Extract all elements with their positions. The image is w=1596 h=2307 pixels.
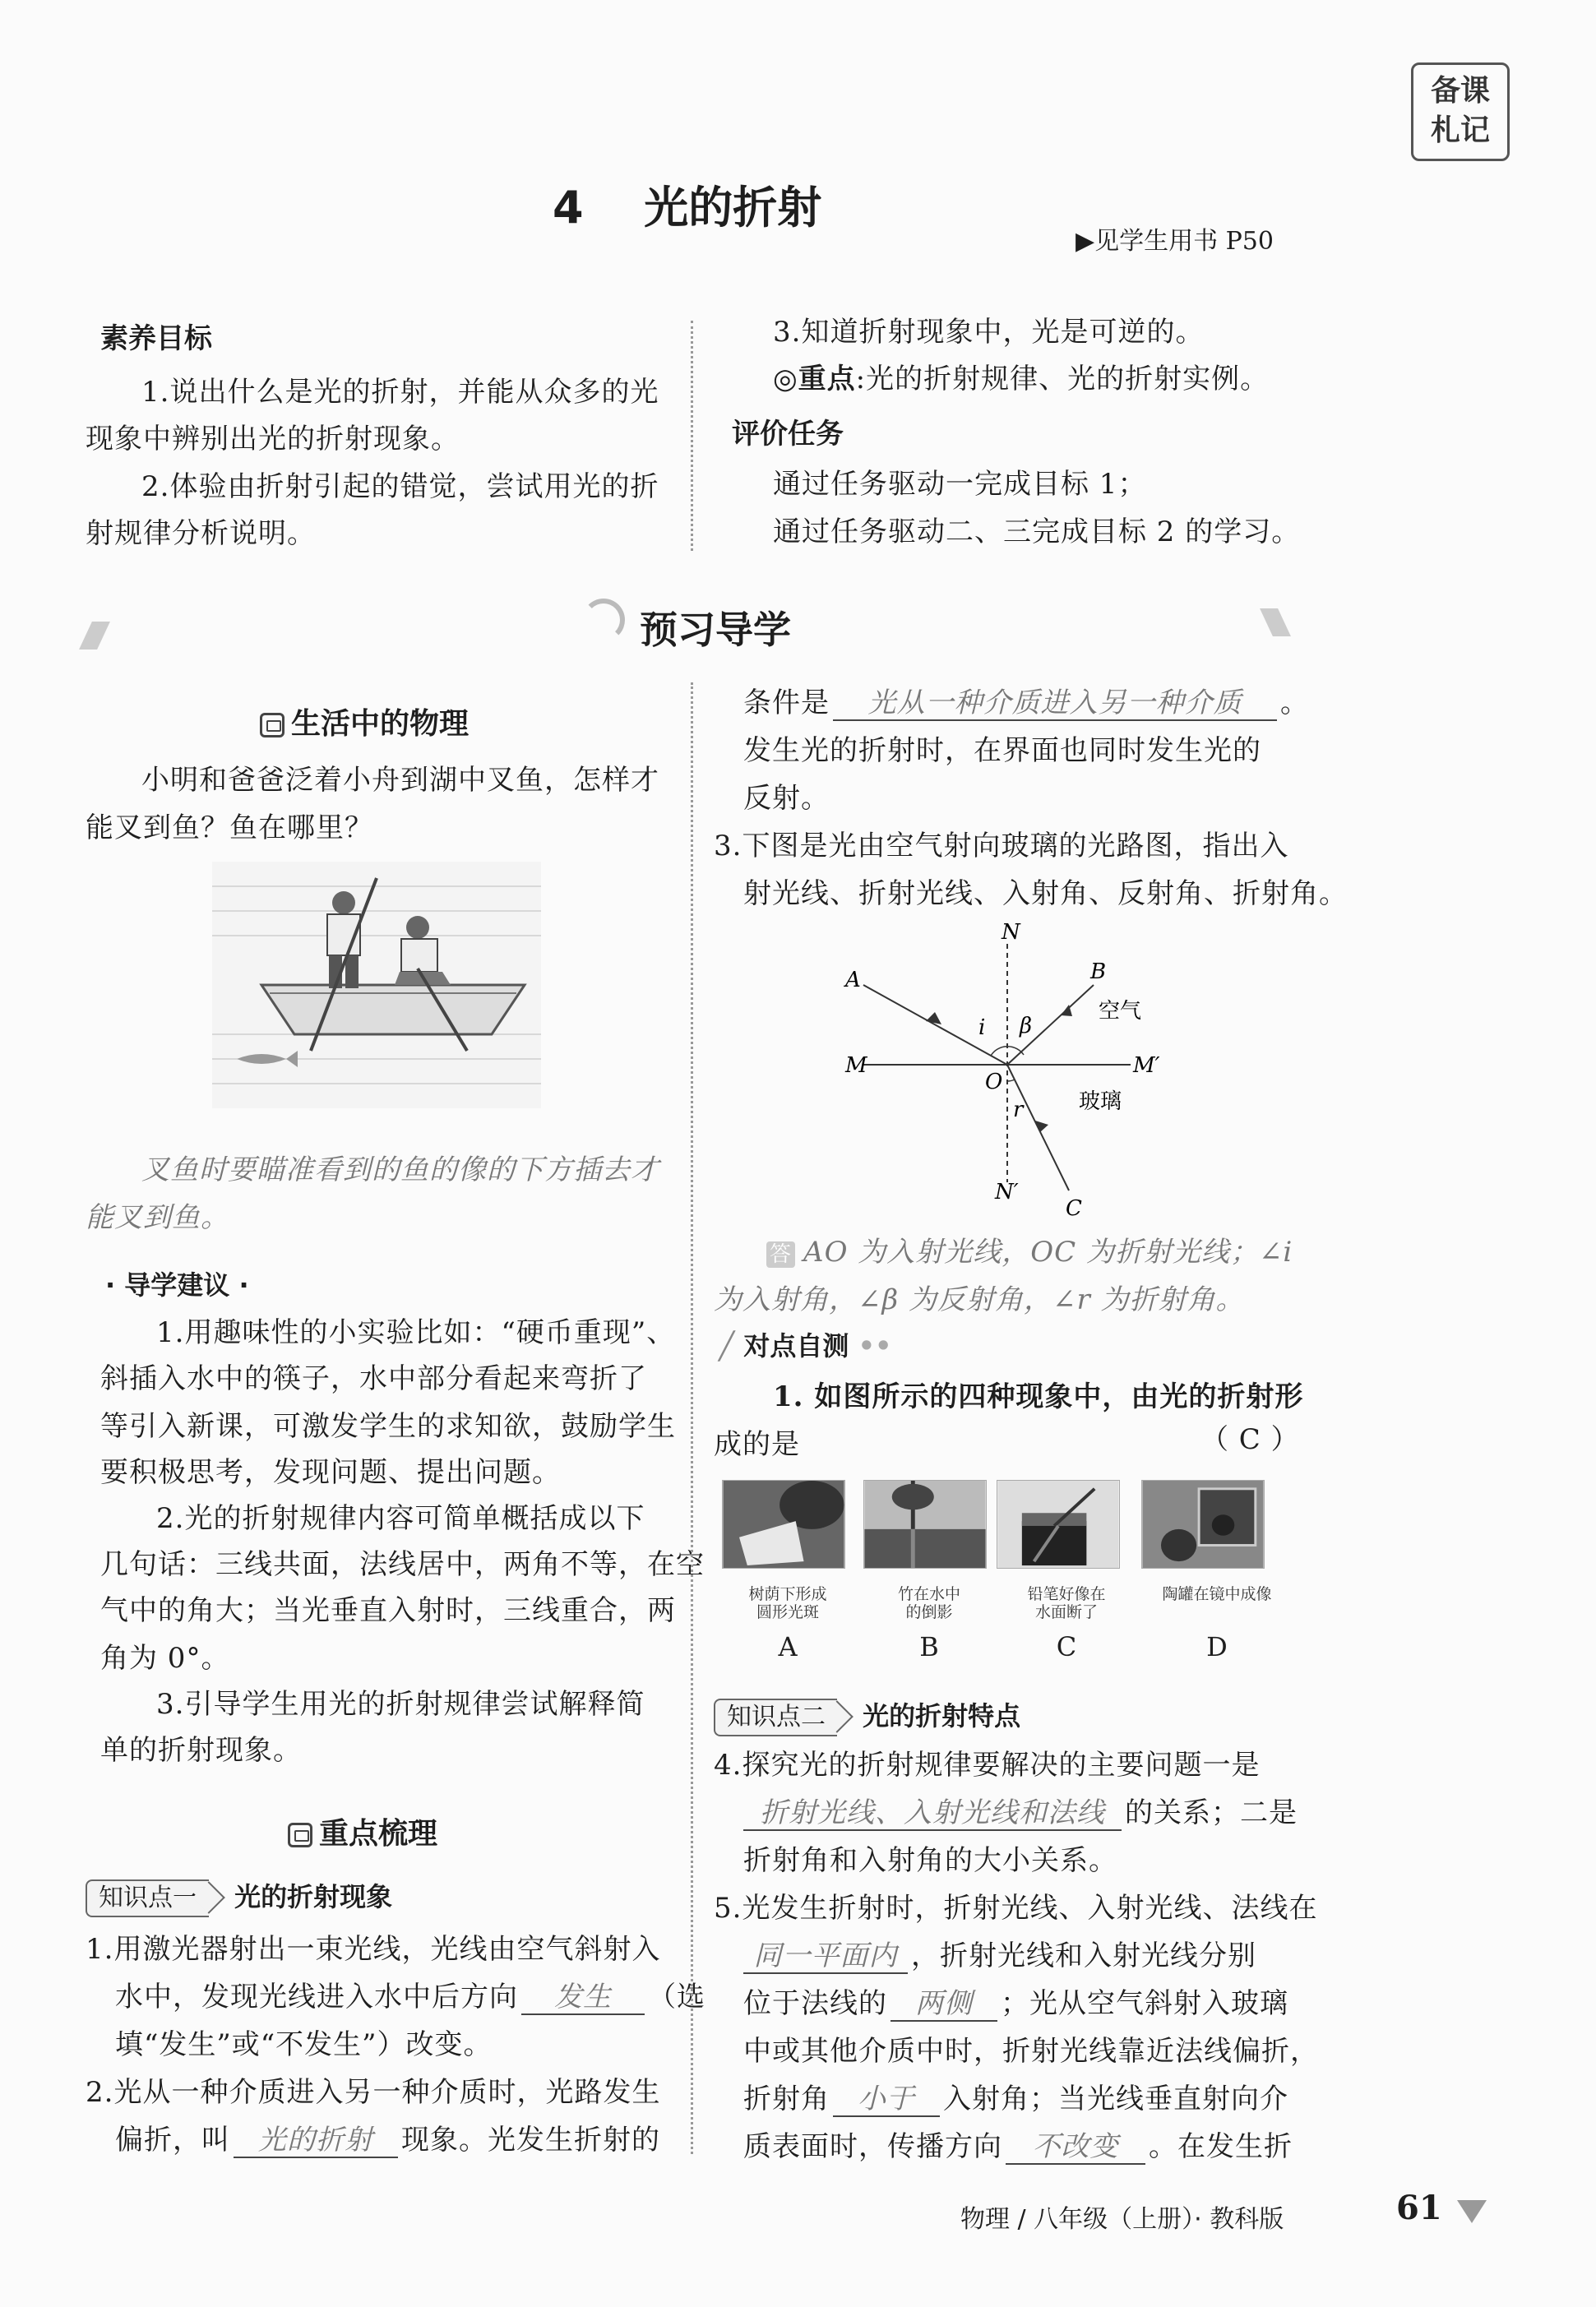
reflection-line-1: 发生光的折射时，在界面也同时发生光的 [743, 734, 1261, 767]
q5-line-c [743, 1980, 1288, 2027]
condition-pre: 条件是 [743, 687, 830, 719]
q1-line-b [115, 1973, 705, 2021]
column-divider-bottom [691, 682, 693, 2154]
banner-rule-right [1260, 608, 1291, 636]
title-text: 光的折射 [644, 182, 822, 233]
self-test-q1-a-text: 1. 如图所示的四种现象中，由光的折射形 [773, 1380, 1304, 1413]
letter-b: B [919, 1631, 939, 1662]
q3-answer-1-text: AO 为入射光线，OC 为折射光线；∠i [803, 1236, 1293, 1269]
q5-b-text: ，折射光线和入射光线分别 [911, 1939, 1256, 1972]
pottery-mirror-photo [1141, 1480, 1265, 1569]
label-air: 空气 [1099, 999, 1142, 1024]
condition-post: 。 [1280, 687, 1309, 719]
condition-line [743, 679, 1309, 727]
q5-answer-2: 两侧 [891, 1987, 997, 2022]
badge-line-2: 札记 [1430, 113, 1490, 147]
kp2-title: 光的折射特点 [863, 1700, 1021, 1731]
life-answer-2: 能叉到鱼。 [86, 1201, 229, 1234]
section-banner: 预习导学 [640, 608, 791, 652]
letter-c: C [1056, 1631, 1077, 1662]
caption-d: 陶罐在镜中成像 [1162, 1585, 1272, 1603]
answer-tag-icon: 答 [766, 1241, 795, 1268]
guide-line-7: 气中的角大；当光垂直入射时，三线重合，两 [100, 1594, 676, 1627]
guide-line-8: 角为 0°。 [100, 1642, 230, 1675]
key-points-heading-text: 重点梳理 [319, 1817, 438, 1851]
key-focus-text: :光的折射规律、光的折射实例。 [855, 363, 1270, 395]
checklist-icon [288, 1823, 312, 1847]
evaluation-2: 通过任务驱动二、三完成目标 2 的学习。 [773, 515, 1301, 548]
knowledge-point-2-header [714, 1695, 1020, 1736]
life-heading-text: 生活中的物理 [291, 707, 470, 741]
caption-c: 铅笔好像在 水面断了 [1027, 1585, 1106, 1621]
page-corner-arrow-icon [1457, 2200, 1487, 2223]
q5-c-text: 位于法线的 [743, 1987, 887, 2020]
label-M-prime: M′ [1133, 1053, 1160, 1078]
q1-answer: 发生 [521, 1981, 645, 2015]
life-physics-heading [260, 700, 469, 742]
objective-1a: 1.说出什么是光的折射，并能从众多的光 [141, 376, 659, 409]
q1-line-d: 填“发生”或“不发生”）改变。 [115, 2028, 493, 2061]
q1-b-text: 水中，发现光线进入水中后方向 [115, 1981, 518, 2013]
label-C: C [1066, 1196, 1082, 1221]
pencil-water-photo [997, 1480, 1120, 1569]
pencil-icon: ╱ [719, 1330, 744, 1362]
kp1-tab: 知识点一 [86, 1879, 209, 1917]
objective-2b: 射规律分析说明。 [86, 517, 316, 550]
self-test-heading [719, 1325, 891, 1363]
life-question-1: 小明和爸爸泛着小舟到湖中叉鱼，怎样才 [141, 764, 659, 797]
caption-b: 竹在水中 的倒影 [897, 1585, 960, 1621]
kp2-tab: 知识点二 [714, 1699, 837, 1736]
q4-line-b [743, 1789, 1298, 1837]
q5-line-h [743, 2123, 1293, 2171]
objective-1b: 现象中辨别出光的折射现象。 [86, 423, 460, 455]
page-number: 61 [1396, 2189, 1442, 2227]
q3-line-b: 射光线、折射光线、入射角、反射角、折射角。 [743, 877, 1348, 910]
badge-line-1: 备课 [1430, 74, 1490, 108]
q5-line-b [743, 1932, 1256, 1980]
self-test-q1-answer: （ C ） [1200, 1423, 1300, 1456]
q3-answer-2: 为入射角，∠β 为反射角，∠r 为折射角。 [714, 1283, 1245, 1316]
evaluation-heading: 评价任务 [732, 418, 844, 451]
guide-line-10: 单的折射现象。 [100, 1734, 302, 1767]
objectives-heading: 素养目标 [100, 322, 212, 355]
photo-option-d [1135, 1480, 1299, 1662]
life-question-2: 能叉到鱼？鱼在哪里？ [86, 811, 373, 844]
label-i: i [978, 1015, 986, 1040]
boat-fishing-illustration [212, 862, 541, 1108]
q3-line-a: 3.下图是光由空气射向玻璃的光路图，指出入 [714, 830, 1289, 862]
key-points-heading [288, 1810, 437, 1852]
guide-heading: · 导学建议 · [105, 1269, 249, 1301]
column-divider-top [691, 321, 693, 551]
title-number: 4 [553, 182, 584, 233]
q2-c-text: 现象。光发生折射的 [401, 2124, 660, 2157]
banner-rule-left [79, 622, 110, 650]
label-N: N [1002, 920, 1020, 945]
knowledge-point-1-header [86, 1876, 392, 1917]
label-beta: β [1020, 1014, 1033, 1038]
q4-b-text: 的关系；二是 [1125, 1796, 1298, 1829]
guide-line-9: 3.引导学生用光的折射规律尝试解释简 [156, 1688, 645, 1721]
reflection-line-2: 反射。 [743, 782, 830, 815]
key-focus-label: ◎重点 [773, 363, 856, 395]
banner-swirl-icon [582, 599, 625, 641]
photo-option-c [997, 1480, 1136, 1662]
q5-line-e: 中或其他介质中时，折射光线靠近法线偏折， [743, 2035, 1319, 2068]
self-test-q1-a [773, 1373, 1303, 1421]
q5-answer-3: 小于 [833, 2083, 940, 2117]
kp1-title: 光的折射现象 [234, 1881, 393, 1912]
tree-shade-photo [722, 1480, 845, 1569]
self-test-text: 对点自测 [743, 1330, 849, 1362]
q2-line-a: 2.光从一种介质进入另一种介质时，光路发生 [86, 2076, 661, 2109]
q2-b-text: 偏折，叫 [115, 2124, 230, 2157]
label-r: r [1013, 1098, 1024, 1122]
book-icon [260, 713, 285, 737]
q3-answer-1 [766, 1228, 1293, 1276]
q5-answer-1: 同一平面内 [743, 1939, 908, 1974]
q5-i-text: 。在发生折 [1149, 2130, 1293, 2163]
q5-line-a: 5.光发生折射时，折射光线、入射光线、法线在 [714, 1892, 1318, 1925]
self-test-q1-b: 成的是 [714, 1428, 800, 1461]
footer-book: 物理 / 八年级（上册）· 教科版 [960, 2205, 1284, 2234]
q5-f-text: 折射角 [743, 2083, 830, 2115]
q5-answer-4: 不改变 [1006, 2130, 1145, 2165]
notes-badge [1411, 62, 1510, 161]
q5-line-f [743, 2075, 1288, 2123]
label-N-prime: N′ [995, 1180, 1019, 1204]
photo-option-a [722, 1480, 854, 1662]
evaluation-1: 通过任务驱动一完成目标 1； [773, 468, 1147, 501]
letter-d: D [1206, 1631, 1228, 1662]
objective-3: 3.知道折射现象中，光是可逆的。 [773, 316, 1205, 349]
guide-line-2: 斜插入水中的筷子，水中部分看起来弯折了 [100, 1362, 647, 1395]
q4-line-a: 4.探究光的折射规律要解决的主要问题一是 [714, 1749, 1261, 1782]
guide-line-6: 几句话：三线共面，法线居中，两角不等，在空 [100, 1548, 705, 1581]
q5-h-text: 质表面时，传播方向 [743, 2130, 1002, 2163]
label-glass: 玻璃 [1079, 1089, 1122, 1114]
q1-c-text: （选 [648, 1981, 705, 2013]
q4-line-c: 折射角和入射角的大小关系。 [743, 1844, 1117, 1877]
life-answer-1: 叉鱼时要瞄准看到的鱼的像的下方插去才 [141, 1154, 659, 1186]
q2-line-b [115, 2116, 660, 2164]
label-A: A [845, 968, 861, 992]
guide-line-4: 要积极思考，发现问题、提出问题。 [100, 1456, 561, 1489]
caption-a: 树荫下形成 圆形光斑 [748, 1585, 827, 1621]
condition-answer: 光从一种介质进入另一种介质 [833, 687, 1277, 721]
q2-answer: 光的折射 [234, 2124, 398, 2158]
q4-answer: 折射光线、入射光线和法线 [743, 1796, 1122, 1831]
guide-line-5: 2.光的折射规律内容可简单概括成以下 [156, 1502, 645, 1535]
q1-line-a: 1.用激光器射出一束光线，光线由空气斜射入 [86, 1933, 661, 1966]
guide-line-1: 1.用趣味性的小实验比如：“硬币重现”、 [156, 1316, 676, 1349]
label-M: M [845, 1053, 867, 1078]
photo-option-b [863, 1480, 995, 1662]
q5-g-text: 入射角；当光线垂直射向介 [943, 2083, 1288, 2115]
objective-2a: 2.体验由折射引起的错觉，尝试用光的折 [141, 470, 659, 503]
label-O: O [985, 1070, 1003, 1094]
guide-line-3: 等引入新课，可激发学生的求知欲，鼓励学生 [100, 1410, 676, 1443]
label-B: B [1090, 959, 1107, 984]
bamboo-reflection-photo [863, 1480, 987, 1569]
student-book-ref: ▶见学生用书 P50 [1076, 227, 1274, 256]
page-title [553, 173, 821, 236]
dots-icon: •• [849, 1330, 892, 1362]
letter-a: A [778, 1631, 798, 1662]
key-focus [773, 355, 1269, 403]
refraction-diagram [822, 919, 1200, 1232]
q5-d-text: ；光从空气斜射入玻璃 [1001, 1987, 1288, 2020]
